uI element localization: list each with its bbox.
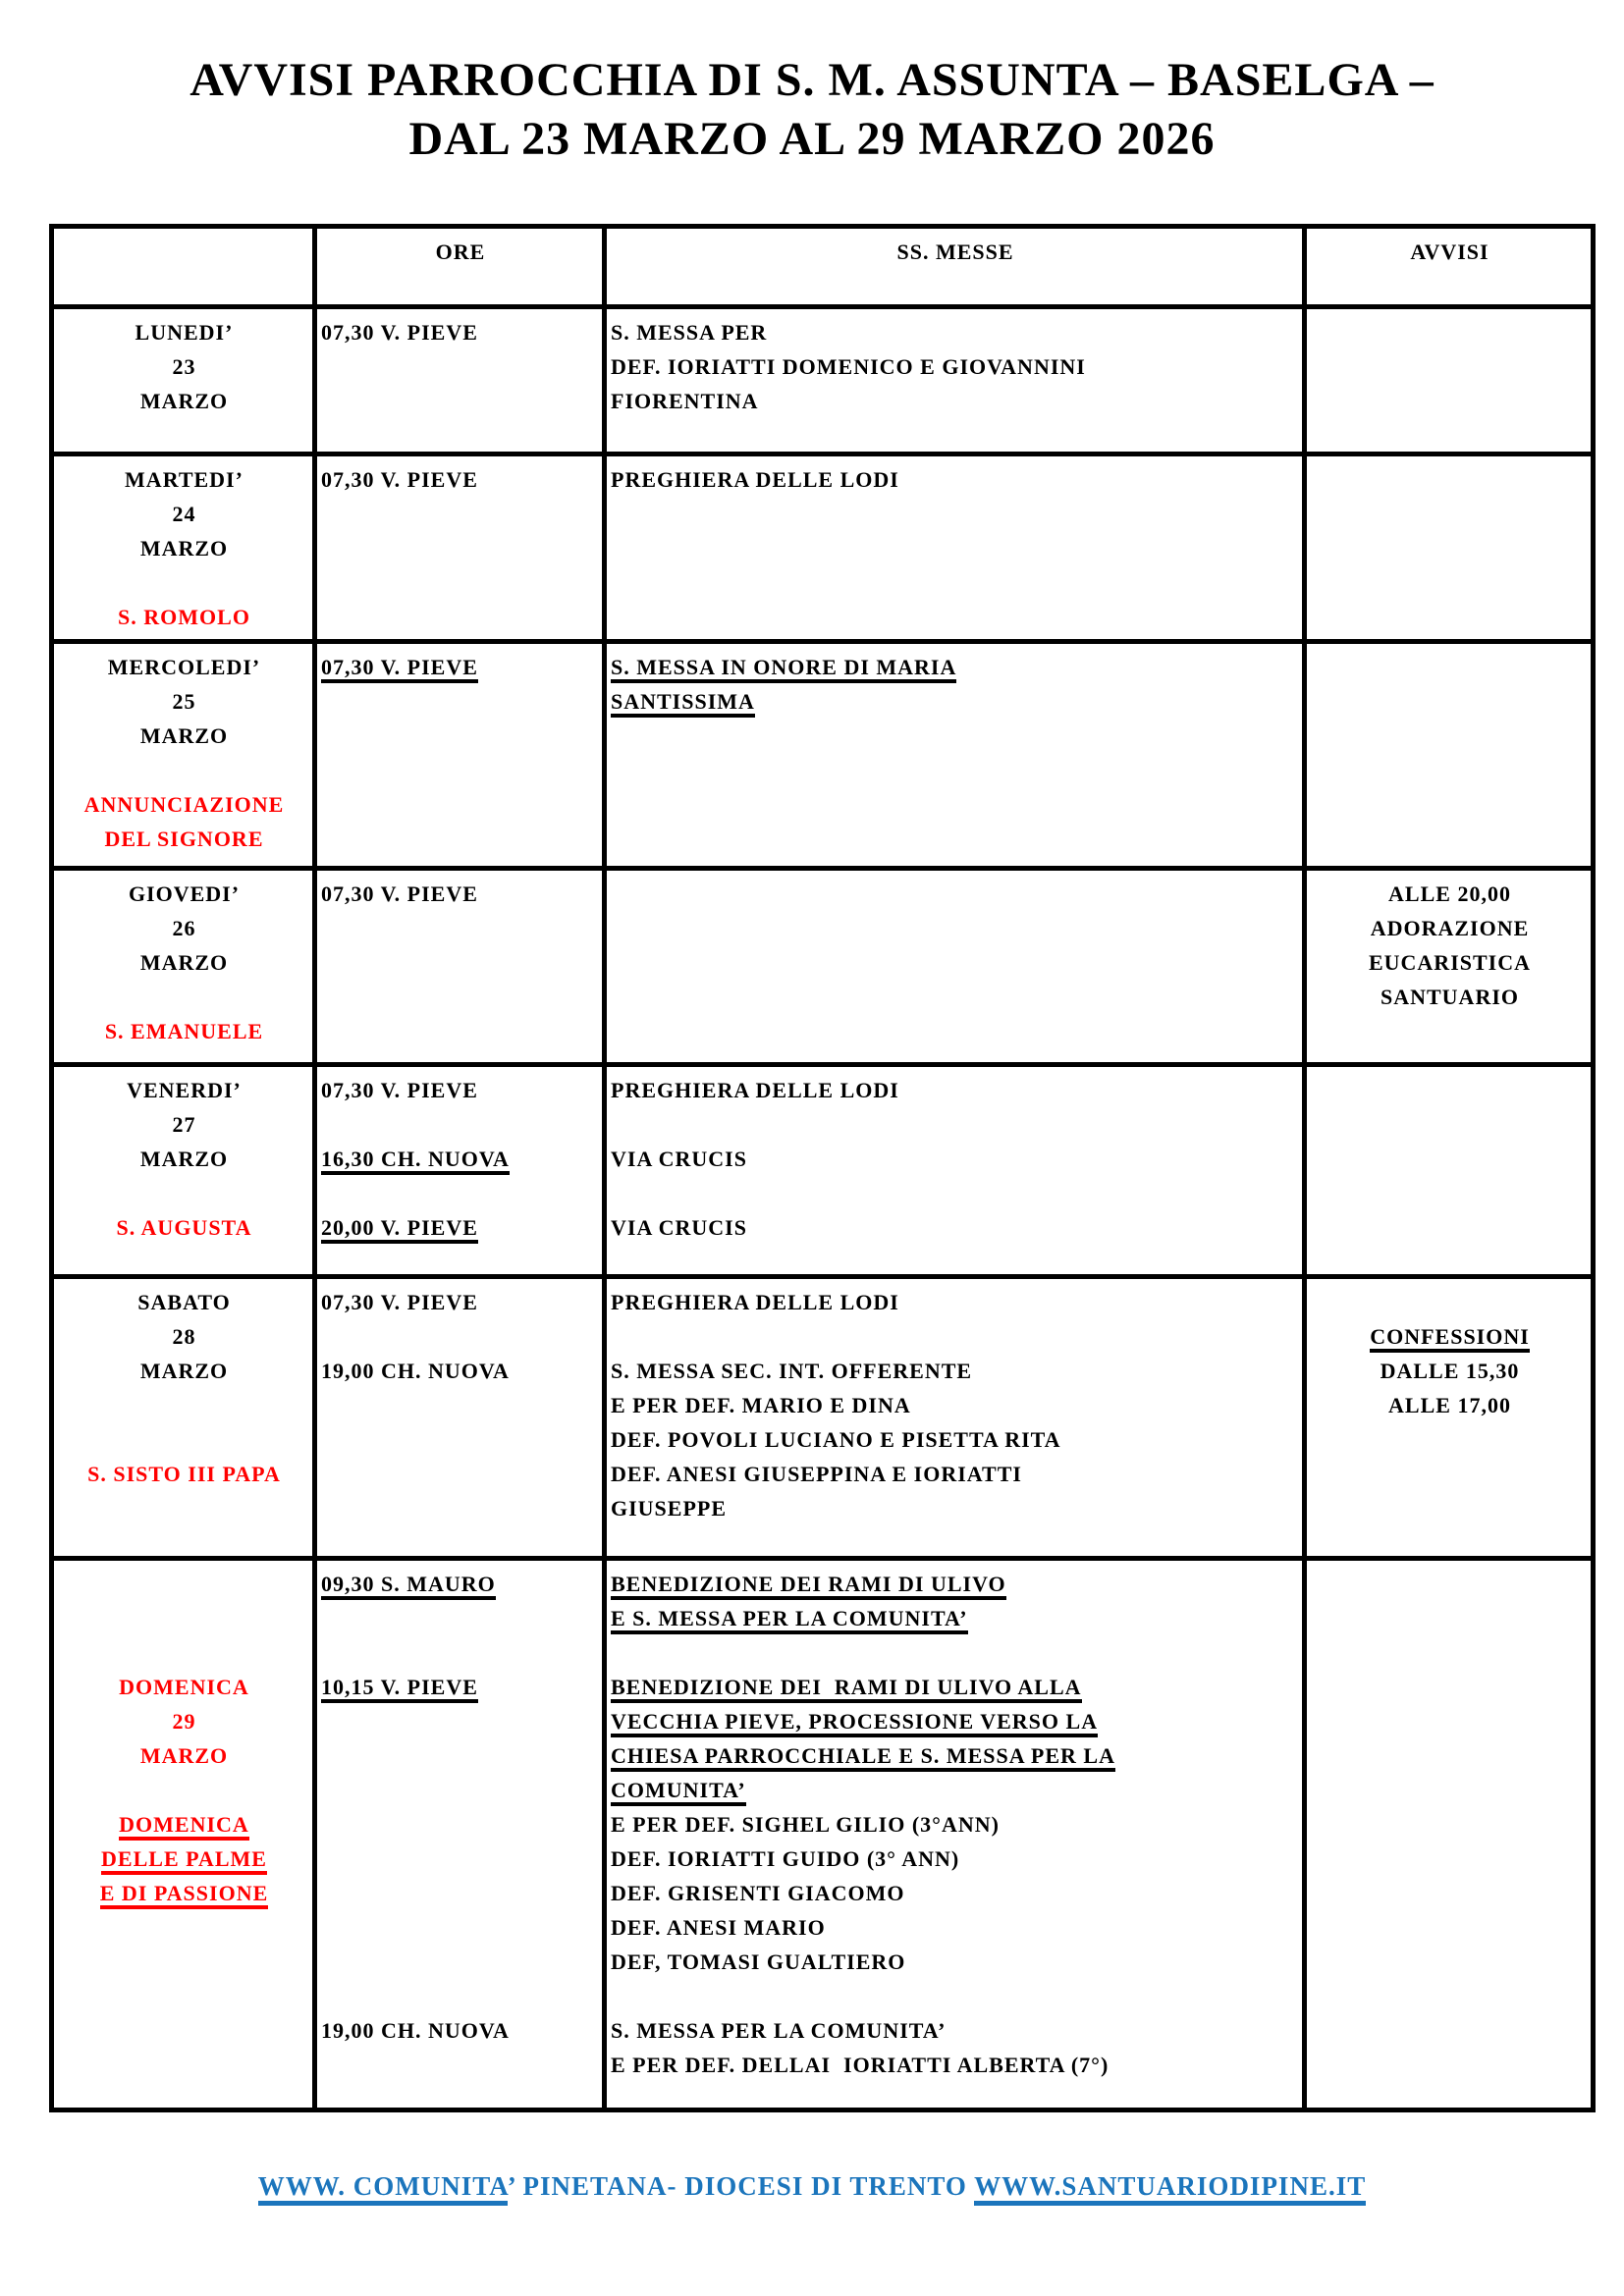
schedule-row-martedi [52, 454, 1594, 642]
feast-name: ANNUNCIAZIONE [83, 792, 285, 817]
header-row [52, 227, 1594, 307]
messe-cell [605, 1065, 1305, 1277]
month-name: MARZO [139, 1147, 229, 1171]
messe-line-underlined: VECCHIA PIEVE, PROCESSIONE VERSO LA [611, 1709, 1098, 1737]
month-name: MARZO [139, 950, 229, 975]
day-name: LUNEDI’ [135, 320, 234, 345]
feast-name [58, 1807, 310, 1842]
day-name: MARTEDI’ [125, 467, 244, 492]
day-cell [52, 869, 315, 1065]
day-cell [52, 1065, 315, 1277]
avvisi-cell [1305, 869, 1594, 1065]
messe-line: PREGHIERA DELLE LODI [611, 1078, 899, 1102]
month-name: MARZO [139, 1359, 229, 1383]
month-name: MARZO [139, 723, 229, 748]
day-name: DOMENICA [119, 1675, 249, 1699]
time-location: 19,00 CH. NUOVA [321, 1359, 510, 1383]
messe-line [611, 684, 1300, 719]
avvisi-cell [1305, 1065, 1594, 1277]
day-cell [52, 454, 315, 642]
time-location: 07,30 V. PIEVE [321, 320, 478, 345]
time-location [321, 650, 600, 684]
messe-line: DEF. ANESI GIUSEPPINA E IORIATTI [611, 1462, 1022, 1486]
header-avvisi: AVVISI [1305, 227, 1594, 307]
ore-cell [315, 1065, 605, 1277]
feast-name: DEL SIGNORE [104, 827, 264, 851]
time-location-underlined: 07,30 V. PIEVE [321, 655, 478, 683]
time-location [321, 1210, 600, 1245]
messe-cell [605, 454, 1305, 642]
messe-line: VIA CRUCIS [611, 1147, 747, 1171]
messe-line: GIUSEPPE [611, 1496, 728, 1521]
feast-name-underlined: E DI PASSIONE [100, 1881, 269, 1909]
messe-line-underlined: BENEDIZIONE DEI RAMI DI ULIVO ALLA [611, 1675, 1082, 1703]
messe-line: DEF. IORIATTI GUIDO (3° ANN) [611, 1846, 960, 1871]
messe-line: S. MESSA PER LA COMUNITA’ [611, 2018, 947, 2043]
time-location [321, 1142, 600, 1176]
feast-name: S. SISTO III PAPA [87, 1462, 281, 1486]
messe-cell [605, 869, 1305, 1065]
footer-links [0, 2171, 1624, 2202]
messe-line: DEF. IORIATTI DOMENICO E GIOVANNINI [611, 354, 1086, 379]
avvisi-cell [1305, 1559, 1594, 2110]
messe-line-underlined: COMUNITA’ [611, 1778, 746, 1806]
day-cell [52, 1277, 315, 1559]
messe-line: PREGHIERA DELLE LODI [611, 1290, 899, 1314]
schedule-row-lunedi [52, 307, 1594, 454]
avvisi-cell [1305, 454, 1594, 642]
schedule-row-domenica [52, 1559, 1594, 2110]
messe-line [611, 1567, 1300, 1601]
messe-line: E PER DEF. SIGHEL GILIO (3°ANN) [611, 1812, 1000, 1837]
schedule-row-sabato [52, 1277, 1594, 1559]
messe-line: DEF. ANESI MARIO [611, 1915, 826, 1940]
avvisi-line: ALLE 17,00 [1388, 1393, 1511, 1417]
avvisi-cell [1305, 307, 1594, 454]
schedule-row-mercoledi [52, 642, 1594, 869]
messe-cell [605, 1277, 1305, 1559]
day-number: 28 [172, 1324, 196, 1349]
time-location [321, 1670, 600, 1704]
messe-cell [605, 642, 1305, 869]
header-day [52, 227, 315, 307]
footer-middle-text: ’ PINETANA- DIOCESI DI TRENTO [507, 2171, 975, 2201]
avvisi-line [1311, 1319, 1589, 1354]
messe-line: S. MESSA SEC. INT. OFFERENTE [611, 1359, 973, 1383]
messe-line [611, 1773, 1300, 1807]
ore-cell [315, 1277, 605, 1559]
avvisi-line: SANTUARIO [1380, 985, 1520, 1009]
comunita-pinetana-link[interactable]: WWW. COMUNITA [258, 2171, 508, 2206]
feast-name-underlined: DOMENICA [119, 1812, 249, 1841]
day-name: VENERDI’ [127, 1078, 242, 1102]
feast-name-underlined: DELLE PALME [101, 1846, 267, 1875]
day-number: 24 [172, 502, 196, 526]
messe-line [611, 1601, 1300, 1635]
messe-line-underlined: S. MESSA IN ONORE DI MARIA [611, 655, 956, 683]
messe-line-underlined: SANTISSIMA [611, 689, 755, 718]
messe-line-underlined: E S. MESSA PER LA COMUNITA’ [611, 1606, 968, 1634]
time-location: 07,30 V. PIEVE [321, 1290, 478, 1314]
feast-name: S. EMANUELE [104, 1019, 264, 1043]
time-location-underlined: 20,00 V. PIEVE [321, 1215, 478, 1244]
messe-line: FIORENTINA [611, 389, 759, 413]
time-location: 07,30 V. PIEVE [321, 881, 478, 906]
messe-line: E PER DEF. DELLAI IORIATTI ALBERTA (7°) [611, 2053, 1110, 2077]
messe-line: S. MESSA PER [611, 320, 768, 345]
day-number: 26 [172, 916, 196, 940]
time-location [321, 1567, 600, 1601]
ore-cell [315, 642, 605, 869]
messe-line: DEF, TOMASI GUALTIERO [611, 1949, 906, 1974]
avvisi-line: EUCARISTICA [1368, 950, 1532, 975]
messe-line [611, 650, 1300, 684]
day-cell [52, 1559, 315, 2110]
time-location: 07,30 V. PIEVE [321, 1078, 478, 1102]
messe-line: VIA CRUCIS [611, 1215, 747, 1240]
messe-line-underlined: BENEDIZIONE DEI RAMI DI ULIVO [611, 1572, 1006, 1600]
title-line-1: AVVISI PARROCCHIA DI S. M. ASSUNTA – BASELGA – [189, 54, 1435, 106]
avvisi-line: ADORAZIONE [1370, 916, 1530, 940]
messe-line [611, 1704, 1300, 1738]
page-title [0, 0, 1624, 169]
time-location: 19,00 CH. NUOVA [321, 2018, 510, 2043]
schedule-row-giovedi [52, 869, 1594, 1065]
avvisi-line: ALLE 20,00 [1388, 881, 1511, 906]
messe-cell [605, 307, 1305, 454]
time-location-underlined: 16,30 CH. NUOVA [321, 1147, 510, 1175]
day-name: MERCOLEDI’ [107, 655, 261, 679]
day-name: GIOVEDI’ [128, 881, 241, 906]
ore-cell [315, 1559, 605, 2110]
header-ore: ORE [315, 227, 605, 307]
ore-cell [315, 869, 605, 1065]
feast-name [58, 1842, 310, 1876]
time-location-underlined: 10,15 V. PIEVE [321, 1675, 478, 1703]
messe-line: DEF. POVOLI LUCIANO E PISETTA RITA [611, 1427, 1061, 1452]
messe-line [611, 1670, 1300, 1704]
messe-line: DEF. GRISENTI GIACOMO [611, 1881, 905, 1905]
day-cell [52, 307, 315, 454]
ore-cell [315, 454, 605, 642]
ore-cell [315, 307, 605, 454]
header-messe: SS. MESSE [605, 227, 1305, 307]
day-number: 23 [172, 354, 196, 379]
month-name: MARZO [139, 536, 229, 561]
feast-name: S. ROMOLO [118, 605, 250, 629]
messe-line-underlined: CHIESA PARROCCHIALE E S. MESSA PER LA [611, 1743, 1115, 1772]
schedule-row-venerdi [52, 1065, 1594, 1277]
avvisi-cell [1305, 642, 1594, 869]
avvisi-line: DALLE 15,30 [1380, 1359, 1520, 1383]
santuario-di-pine-link[interactable]: WWW.SANTUARIODIPINE.IT [974, 2171, 1366, 2206]
day-number: 27 [172, 1112, 196, 1137]
time-location-underlined: 09,30 S. MAURO [321, 1572, 496, 1600]
time-location: 07,30 V. PIEVE [321, 467, 478, 492]
day-number: 25 [172, 689, 196, 714]
day-name: SABATO [137, 1290, 231, 1314]
month-name: MARZO [139, 389, 229, 413]
feast-name [58, 1876, 310, 1910]
messe-line: PREGHIERA DELLE LODI [611, 467, 899, 492]
feast-name: S. AUGUSTA [116, 1215, 252, 1240]
messe-line: E PER DEF. MARIO E DINA [611, 1393, 911, 1417]
messe-cell [605, 1559, 1305, 2110]
month-name: MARZO [139, 1743, 229, 1768]
day-number: 29 [172, 1709, 196, 1734]
day-cell [52, 642, 315, 869]
schedule-table [49, 224, 1596, 2112]
avvisi-cell [1305, 1277, 1594, 1559]
messe-line [611, 1738, 1300, 1773]
title-line-2: DAL 23 MARZO AL 29 MARZO 2026 [408, 113, 1216, 165]
avvisi-line-underlined: CONFESSIONI [1370, 1324, 1530, 1353]
